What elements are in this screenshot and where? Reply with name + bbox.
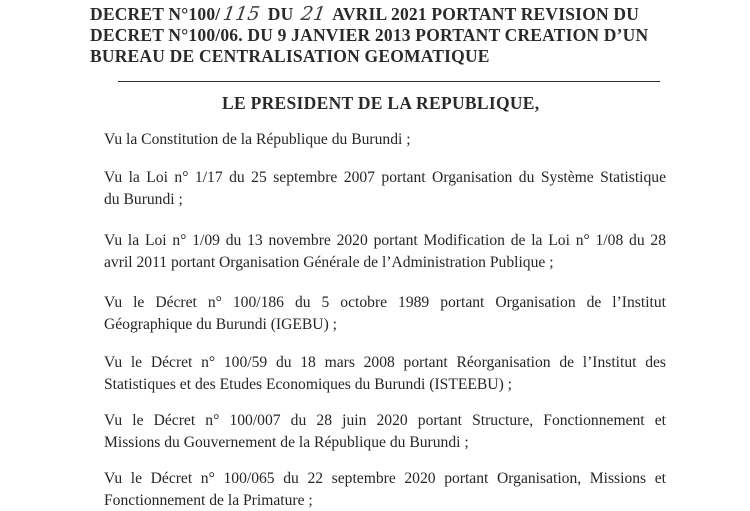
visa-paragraph (104, 167, 666, 210)
visa-paragraph (104, 352, 666, 395)
visa-line: Fonctionnement de la Primature ; (104, 490, 666, 511)
title-line-1 (90, 4, 690, 25)
visa-line: Vu la Loi n° 1/17 du 25 septembre 2007 portant Organisation du Système Statistique (104, 167, 666, 189)
visa-line: Vu le Décret n° 100/59 du 18 mars 2008 portant Réorganisation de l’Institut des (104, 352, 666, 374)
visa-line: Vu le Décret n° 100/007 du 28 juin 2020 portant Structure, Fonctionnement et (104, 410, 666, 432)
visa-line: Vu la Constitution de la République du Burundi ; (104, 129, 666, 151)
visa-line: Missions du Gouvernement de la République du Burundi ; (104, 432, 666, 454)
president-heading: LE PRESIDENT DE LA REPUBLIQUE, (222, 93, 539, 114)
title-du: DU (268, 4, 294, 24)
title-line-3: BUREAU DE CENTRALISATION GEOMATIQUE (90, 46, 690, 67)
visa-paragraph (104, 468, 666, 511)
visa-line: Vu la Loi n° 1/09 du 13 novembre 2020 portant Modification de la Loi n° 1/08 du 28 (104, 230, 666, 252)
decree-title (90, 4, 690, 67)
visa-paragraph (104, 292, 666, 335)
visa-line: Vu le Décret n° 100/186 du 5 octobre 1989 portant Organisation de l’Institut (104, 292, 666, 314)
visa-paragraph (104, 129, 666, 151)
title-line-2: DECRET N°100/06. DU 9 JANVIER 2013 PORTANT CREATION D’UN (90, 25, 690, 46)
title-prefix: DECRET N°100/ (90, 4, 220, 24)
visa-line: Statistiques et des Etudes Economiques du Burundi (ISTEEBU) ; (104, 374, 666, 396)
handwritten-decree-number: 115 (219, 4, 265, 25)
visa-line: Géographique du Burundi (IGEBU) ; (104, 314, 666, 336)
visa-line: avril 2011 portant Organisation Générale de l’Administration Publique ; (104, 252, 666, 274)
visa-line: du Burundi ; (104, 189, 666, 211)
handwritten-day: 21 (297, 4, 331, 25)
visa-paragraph (104, 410, 666, 453)
title-suffix: AVRIL 2021 PORTANT REVISION DU (332, 4, 639, 24)
title-divider (118, 81, 660, 82)
visa-paragraph (104, 230, 666, 273)
visa-line: Vu le Décret n° 100/065 du 22 septembre 2020 portant Organisation, Missions et (104, 468, 666, 490)
